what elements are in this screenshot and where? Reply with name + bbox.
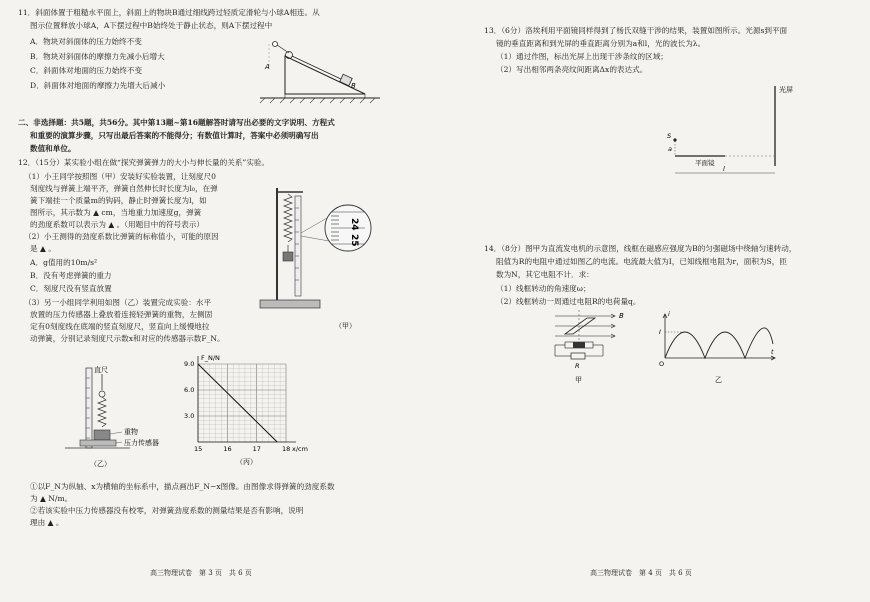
q14-label-b: B <box>619 312 624 320</box>
q14-line2: 阻值为R的电阻中通过如图乙的电流。电流最大值为I，已知线框电阻为r，面积为S，匝 <box>496 257 787 266</box>
right-footer: 高三物理试卷 第 4 页 共 6 页 <box>590 569 692 577</box>
q12-p1-line5: 的劲度系数可以表示为 ▲ 。（用题目中的符号表示） <box>30 220 204 229</box>
q14-sub1: （1）线框转动的角速度ω； <box>496 284 591 293</box>
q12-title: 12．（15分）某实验小组在做“探究弹簧弹力的大小与伸长量的关系”实验。 <box>18 158 270 167</box>
q12-p3-line2: 放置的压力传感器上叠放着连接轻弹簧的重物，左侧固 <box>30 310 213 319</box>
q12-p1-line1: （1）小王同学按照图（甲）安装好实验装置，让刻度尺0 <box>24 172 216 181</box>
fig-jia-caption: （甲） <box>335 322 356 330</box>
right-page <box>440 0 870 602</box>
q12-p2-option-c: C．刻度尺没有竖直放置 <box>30 284 112 293</box>
chart-ylabel: F_N/N <box>201 354 220 362</box>
q14-label-o: O <box>659 360 665 368</box>
chart-grid <box>198 364 286 442</box>
q12-p2-option-b: B．没有考虑弹簧的重力 <box>30 271 112 280</box>
q13-label-a: a <box>668 145 672 153</box>
fig-yi-label-weight: 重物 <box>124 428 138 436</box>
q11-stem-2: 图示位置释放小球A，A下摆过程中B始终处于静止状态，则A下摆过程中 <box>30 21 273 30</box>
y-tick-label: 9.0 <box>184 360 195 368</box>
q11-stem-1: 11．斜面体置于粗糙水平面上，斜面上的物块B通过细线跨过轻质定滑轮与小球A相连。从 <box>18 8 320 17</box>
q13-line2: 镜的垂直距离和到光屏的垂直距离分别为a和l，光的波长为λ。 <box>496 39 706 48</box>
q13-label-s: S <box>667 132 672 140</box>
q11-option-d: D．斜面体对地面的摩擦力先增大后减小 <box>30 81 166 90</box>
q11-option-b: B．物块对斜面体的摩擦力先减小后增大 <box>30 52 165 61</box>
x-tick-label: 16 <box>223 445 232 453</box>
x-tick-label: 15 <box>194 445 203 453</box>
fn-x-chart <box>170 352 310 470</box>
x-tick-label: 17 <box>252 445 261 453</box>
y-tick-label: 3.0 <box>184 412 195 420</box>
q14-fig-yi <box>655 310 780 390</box>
q13-label-l: l <box>723 165 725 173</box>
section2-line2: 和重要的演算步骤，只写出最后答案的不能得分；有数值计算时，答案中必须明确写出 <box>30 131 319 140</box>
q14-line3: 数为N，其它电阻不计．求： <box>496 270 594 279</box>
q12-p1-line2: 刻度线与弹簧上端平齐，弹簧自然伸长时长度为l₀，在弹 <box>30 184 218 193</box>
q12-p2b: 是 ▲ 。 <box>30 244 56 253</box>
q12-p1-line4: 图所示，其示数为 ▲ cm，当地重力加速度g，弹簧 <box>30 208 202 217</box>
q13-sub1: （1）通过作图，标出光屏上出现干涉条纹的区域； <box>496 52 668 61</box>
q14-fig-yi-caption: 乙 <box>715 376 722 384</box>
q12-p4-line1: ①以F_N为纵轴、x为横轴的坐标系中，描点画出F_N−x图像。由图像求得弹簧的劲度系数 <box>30 482 335 491</box>
section2-line3: 数值和单位。 <box>30 144 76 153</box>
ruler-mark-24: 24 <box>349 218 359 231</box>
q12-p1-line3: 簧下端挂一个质量m的钩码，静止时弹簧长度为l，如 <box>30 196 207 205</box>
q14-line1: 14．（8分）图甲为直流发电机的示意图，线框在磁感应强度为B的匀强磁场中绕轴匀速转动， <box>484 244 797 253</box>
chart-xlabel: x/cm <box>292 445 308 453</box>
q12-p4-line2: 为 ▲ N/m。 <box>30 494 73 503</box>
q12-p2: （2）小王测得的劲度系数比弹簧的标称值小，可能的原因 <box>24 232 219 241</box>
x-tick-label: 18 <box>282 445 291 453</box>
chart-caption: （丙） <box>236 458 257 466</box>
q13-line1: 13．（6分）洛埃利用平面镜同样得到了杨氏双缝干涉的结果，装置如图所示。光源s到平面 <box>484 26 788 35</box>
q13-label-mirror: 平面镜 <box>695 159 715 167</box>
left-footer: 高三物理试卷 第 3 页 共 6 页 <box>150 569 252 577</box>
q11-incline-figure <box>255 40 385 105</box>
q12-p2-option-a: A．g值用的10m/s² <box>30 258 98 267</box>
q12-p3-line4: 动弹簧，分别记录刻度尺示数x和对应的传感器示数F_N。 <box>30 334 225 343</box>
q13-label-screen: 光屏 <box>779 86 793 94</box>
q11-label-a: A <box>265 63 270 71</box>
fig-yi-label-sensor: 压力传感器 <box>124 439 159 447</box>
q12-p3-line3: 定有0刻度线在底端的竖直刻度尺，竖直向上缓慢地拉 <box>30 322 210 331</box>
q12-p3-line1: （3）另一小组同学利用如图（乙）装置完成实验：水平 <box>24 298 212 307</box>
q12-p4-line4: 理由 ▲ 。 <box>30 518 64 527</box>
section2-line1: 二、非选择题：共5题，共56分。其中第13题~第16题解答时请写出必要的文字说明、方程式 <box>18 118 335 127</box>
ruler-mark-25: 25 <box>349 234 359 247</box>
fig-yi-caption: （乙） <box>90 460 111 468</box>
q11-option-a: A．物块对斜面体的压力始终不变 <box>30 37 142 46</box>
q13-sub2: （2）写出相邻两条亮纹间距离Δx的表达式。 <box>496 65 648 74</box>
q14-label-r: R <box>575 362 580 370</box>
q14-sub2: （2）线框转动一周通过电阻R的电荷量q。 <box>496 297 641 306</box>
q14-label-i: i <box>668 310 670 318</box>
y-tick-label: 6.0 <box>184 386 195 394</box>
q11-label-b: B <box>351 82 356 90</box>
q14-label-t: t <box>771 348 774 356</box>
q14-fig-jia <box>535 306 625 386</box>
q12-p4-line3: ②若该实验中压力传感器没有校零，对弹簧劲度系数的测量结果是否有影响，说明 <box>30 506 304 515</box>
fig-yi-label-ruler: 直尺 <box>94 366 108 374</box>
q13-mirror-figure <box>665 80 805 185</box>
q11-option-c: C．斜面体对地面的压力始终不变 <box>30 66 143 75</box>
q12-fig-jia <box>255 178 375 338</box>
q14-fig-jia-caption: 甲 <box>575 376 582 384</box>
q14-label-imax: I <box>659 328 661 336</box>
